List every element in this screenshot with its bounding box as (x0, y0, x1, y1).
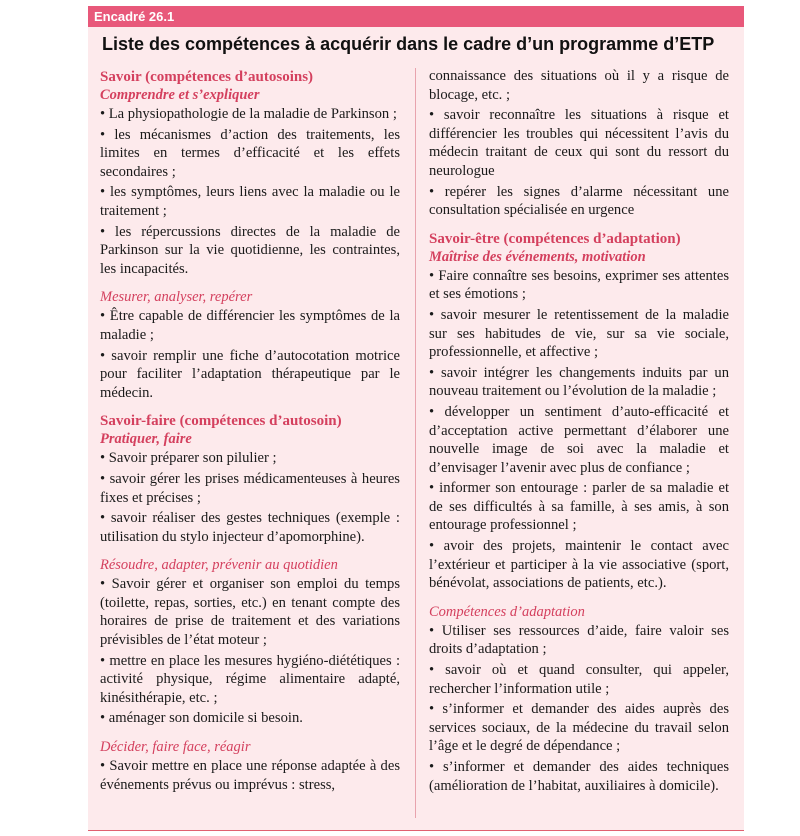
list-item: • savoir intégrer les changements induits par un nouveau traitement ou l’évolution de la maladie ; (429, 364, 729, 400)
list-item: • aménager son domicile si besoin. (100, 710, 303, 727)
list-item: • s’informer et demander des aides auprès des services sociaux, de la médecine du travail selon l’âge et le degré de dépendance ; (429, 701, 729, 755)
list-item: • informer son entourage : parler de sa maladie et de ses difficultés à sa famille, à ses amis, à son entourage professionnel ; (429, 480, 729, 534)
list-item: • s’informer et demander des aides techniques (amélioration de l’habitat, auxiliaires à domicile). (429, 759, 729, 794)
list-item: • repérer les signes d’alarme nécessitant une consultation spécialisée en urgence (429, 183, 729, 219)
competences-box (88, 6, 744, 831)
right-column (429, 66, 729, 797)
section-subheading: Décider, faire face, réagir (100, 739, 251, 756)
section-subheading: Mesurer, analyser, repérer (100, 289, 253, 306)
list-item: • développer un sentiment d’auto-efficacité et d’acceptation active permettant d’élaborer une nouvelle image de soi avec la maladie et d’envisager l’avenir avec plus de confiance ; (429, 403, 729, 476)
section-savoir (100, 68, 400, 278)
section-savoir-faire (100, 412, 400, 546)
list-item: • savoir gérer les prises médicamenteuses à heures fixes et précises ; (100, 470, 400, 506)
column-divider (415, 68, 416, 818)
list-item: • Faire connaître ses besoins, exprimer ses attentes et ses émotions ; (429, 267, 729, 303)
list-item: • Savoir mettre en place une réponse adaptée à des événements prévus ou imprévus : stress, (100, 758, 400, 793)
section-decider (100, 738, 400, 794)
list-item: • Savoir gérer et organiser son emploi du temps (toilette, repas, sorties, etc.) en tenant compte des horaires de prise de traitement et des variations prévisibles de l’état moteur ; (100, 576, 400, 649)
list-item: • savoir où et quand consulter, qui appeler, rechercher l’information utile ; (429, 662, 729, 697)
section-subheading: Comprendre et s’expliquer (100, 87, 260, 103)
list-item: • avoir des projets, maintenir le contact avec l’extérieur et participer à la vie associative (sport, bénévolat, associations de patients, etc.). (429, 538, 729, 592)
section-subheading: Compétences d’adaptation (429, 603, 585, 620)
list-item: • La physiopathologie de la maladie de Parkinson ; (100, 106, 397, 122)
list-item: • savoir remplir une fiche d’autocotation motrice pour faciliter l’adaptation thérapeutique par le médecin. (100, 347, 400, 401)
section-subheading: Maîtrise des événements, motivation (429, 248, 646, 265)
list-item: • les mécanismes d’action des traitements, les limites en termes d’efficacité et les effets secondaires ; (100, 126, 400, 180)
list-item: • les répercussions directes de la maladie de Parkinson sur la vie quotidienne, les contraintes, les incapacités. (100, 223, 400, 277)
section-mesurer (100, 288, 400, 402)
list-item: • savoir reconnaître les situations à risque et différencier les troubles qui nécessitent l’avis du médecin traitant de ceux qui sont du ressort du neurologue (429, 107, 729, 179)
box-label: Encadré 26.1 (88, 6, 744, 27)
list-item: • les symptômes, leurs liens avec la maladie ou le traitement ; (100, 184, 400, 219)
section-decider-continued (429, 67, 729, 220)
section-heading: Savoir-faire (compétences d’autosoin) (100, 413, 342, 430)
list-item: • Utiliser ses ressources d’aide, faire valoir ses droits d’adaptation ; (429, 622, 729, 658)
section-subheading: Pratiquer, faire (100, 431, 192, 448)
list-item: • savoir mesurer le retentissement de la maladie sur ses habitudes de vie, sur sa vie sociale, professionnelle, et affective ; (429, 306, 729, 361)
section-competences-adaptation (429, 603, 729, 795)
list-item: • Savoir préparer son pilulier ; (100, 450, 277, 467)
box-title: Liste des compétences à acquérir dans le cadre d’un programme d’ETP (102, 34, 715, 54)
section-heading: Savoir-être (compétences d’adaptation) (429, 230, 681, 247)
list-item: • savoir réaliser des gestes techniques (exemple : utilisation du stylo injecteur d’apomorphine). (100, 510, 400, 545)
section-heading: Savoir (compétences d’autosoins) (100, 69, 314, 85)
list-item: • mettre en place les mesures hygiéno-diététiques : activité physique, régime alimentaire adapté, kinésithérapie, etc. ; (100, 652, 400, 706)
list-item: connaissance des situations où il y a risque de blocage, etc. ; (429, 68, 729, 103)
left-column (100, 68, 400, 796)
section-subheading: Résoudre, adapter, prévenir au quotidien (100, 557, 338, 574)
section-resoudre (100, 556, 400, 728)
list-item: • Être capable de différencier les symptômes de la maladie ; (100, 308, 400, 343)
section-savoir-etre (429, 230, 729, 593)
